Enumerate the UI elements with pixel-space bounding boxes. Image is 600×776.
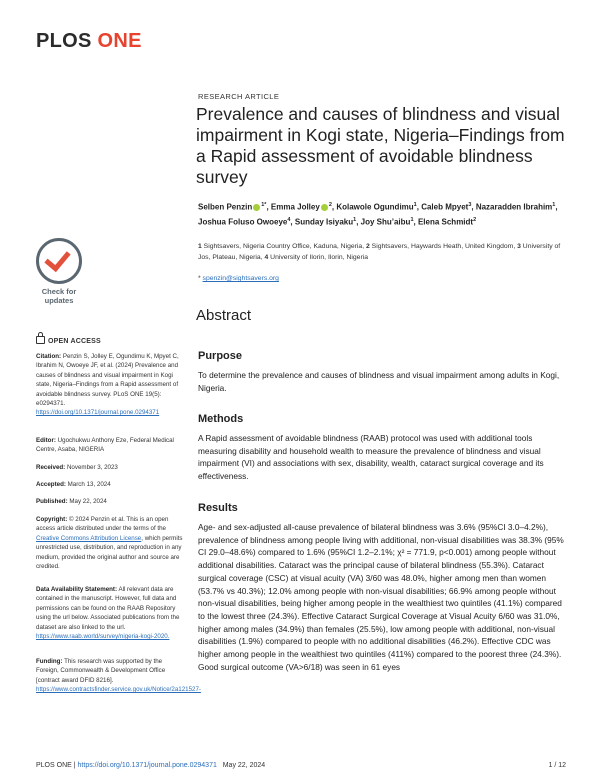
author-affiliation-marker: 1	[410, 216, 414, 223]
author-name[interactable]: Emma Jolley	[270, 202, 320, 212]
affiliation-text: University of Jos, Plateau, Nigeria,	[198, 243, 561, 261]
data-availability-block	[36, 585, 186, 641]
footer-separator: |	[73, 762, 76, 769]
logo-plos: PLOS	[36, 30, 92, 52]
citation-text: Penzin S, Jolley E, Ogundimu K, Mpyet C, Ibrahim N, Owoeye JF, et al. (2024) Prevalence and causes of blindness and visual impairment in Kogi state, Nigeria–Findings from a Rapid assessment of avoidable blindness survey. PLoS ONE 19(5): e0294371.	[36, 353, 179, 408]
results-paragraph	[198, 521, 566, 673]
author-affiliation-marker: 3	[468, 202, 472, 208]
published-text: May 22, 2024	[69, 498, 107, 505]
accepted-block	[36, 480, 186, 489]
license-link[interactable]: Creative Commons Attribution License	[36, 534, 142, 542]
citation-block	[36, 352, 186, 418]
affiliation-number: 1	[198, 243, 204, 250]
email-prefix: *	[198, 275, 201, 282]
author-name[interactable]: Selben Penzin	[198, 202, 253, 212]
orcid-icon[interactable]	[321, 204, 328, 211]
copyright-text-2: , which permits unrestricted use, distribution, and reproduction in any medium, provided the original author and source are credited.	[36, 534, 183, 571]
methods-paragraph	[198, 432, 566, 483]
open-access-text: OPEN ACCESS	[48, 338, 101, 345]
corresponding-email	[198, 275, 279, 282]
affiliation-number: 3	[517, 243, 523, 250]
funding-label: Funding:	[36, 658, 63, 665]
author-name[interactable]: Sunday Isiyaku	[294, 217, 354, 227]
author-affiliation-marker: 1	[552, 202, 556, 208]
editor-text: Ugochukwu Anthony Eze, Federal Medical Centre, Asaba, NIGERIA	[36, 437, 174, 454]
checkmark-icon	[36, 238, 82, 284]
data-availability-link[interactable]: https://www.raab.world/survey/nigeria-kogi-2020.	[36, 633, 170, 641]
funding-block	[36, 657, 201, 695]
results-heading: Results	[198, 502, 238, 514]
author-name[interactable]: Kolawole Ogundimu	[336, 202, 414, 212]
affiliation-text: Sightsavers, Haywards Heath, United Kingdom,	[371, 243, 518, 250]
author-affiliation-marker: 1*	[261, 202, 267, 208]
results-text: Age- and sex-adjusted all-cause prevalence of bilateral blindness was 3.6% (95%CI 3.0–4.2%), prevalence of blindness among people living with additional, non-visual disabilities was 38.3% (95% CI 29.0–48.6%) compared to 1.6% (95%CI 1.2–2.1%; χ² = 771.9, p<0.001) among people without additional disabilities. Cataract was the principal cause of bilateral blindness (55.3%). Cataract surgical coverage (CSC) at visual acuity (VA) 3/60 was 48.0%, higher among men than women (53.7% vs 40.3%); 12.0% among people with non-visual disabilities; 66.9% among people without non-visual disabilities, being higher among people in the wealthiest two quintiles (41.1%) compared to the lowest three (24.3%). Effective Cataract Surgical Coverage at Visual Acuity 6/60 was 31.0%, higher among males (34.9%) than females (25.5%), low among people with additional, non-visual disabilities (1.9%) compared to people with no additional disabilities (46.2%). Effective CDC was higher among people in the wealthiest two quintiles (411%) compared to the poorest three (24.3%). Good surgical outcome (VA>6/18) was seen in 61 eyes	[198, 522, 564, 672]
article-type: RESEARCH ARTICLE	[198, 92, 280, 101]
affiliation-number: 2	[366, 243, 372, 250]
citation-label: Citation:	[36, 353, 62, 360]
published-block	[36, 497, 186, 506]
open-lock-icon	[36, 336, 45, 344]
author-name[interactable]: Elena Schmidt	[417, 217, 474, 227]
article-title: Prevalence and causes of blindness and visual impairment in Kogi state, Nigeria–Findings from a Rapid assessment of avoidable blindness survey	[196, 104, 565, 187]
data-availability-text: All relevant data are contained in the manuscript. However, full data and permissions can be found on the RAAB Repository using the url below. Associated publications from the dataset are also linked to the url.	[36, 586, 180, 631]
author-name[interactable]: Nazaradden Ibrahim	[475, 202, 553, 212]
published-label: Published:	[36, 498, 68, 505]
check-updates-line1: Check for	[41, 287, 77, 296]
author-affiliation-marker: 2	[328, 202, 332, 208]
orcid-icon[interactable]	[253, 204, 260, 211]
page-footer	[36, 762, 566, 769]
editor-label: Editor:	[36, 437, 56, 444]
affiliations	[198, 241, 568, 263]
logo-one: ONE	[97, 30, 142, 52]
accepted-text: March 13, 2024	[67, 481, 111, 488]
open-access-label	[36, 335, 101, 345]
received-text: November 3, 2023	[66, 464, 118, 471]
author-name[interactable]: Caleb Mpyet	[421, 202, 469, 212]
footer-date: May 22, 2024	[222, 762, 266, 769]
copyright-block	[36, 515, 186, 571]
author-name[interactable]: Joy Shu’aibu	[360, 217, 411, 227]
author-name[interactable]: Joshua Foluso Owoeye	[198, 217, 288, 227]
purpose-text: To determine the prevalence and causes of blindness and visual impairment among adults in Kogi, Nigeria.	[198, 370, 560, 393]
author-affiliation-marker: 1	[353, 216, 357, 223]
methods-text: A Rapid assessment of avoidable blindness (RAAB) protocol was used with additional tools measuring disability and household wealth to measure the prevalence of blindness and visual impairment (VI) and associations with sex, disability, wealth, cataract surgical coverage and its effectiveness.	[198, 433, 544, 482]
journal-logo	[36, 30, 142, 53]
page-number: 1 / 12	[548, 762, 566, 769]
funding-link[interactable]: https://www.contractsfinder.service.gov.uk/Notice/2a121527-	[36, 686, 201, 694]
citation-doi-link[interactable]: https://doi.org/10.1371/journal.pone.0294371	[36, 409, 160, 417]
funding-text: This research was supported by the Foreign, Commonwealth & Development Office [contract award DFID 8216].	[36, 658, 166, 684]
copyright-label: Copyright:	[36, 516, 68, 523]
email-link[interactable]: spenzin@sightsavers.org	[202, 275, 279, 282]
affiliation-text: University of Ilorin, Ilorin, Nigeria	[270, 254, 369, 261]
author-affiliation-marker: 4	[287, 216, 291, 223]
author-affiliation-marker: 1	[413, 202, 417, 208]
footer-journal: PLOS ONE	[36, 762, 72, 769]
data-availability-label: Data Availability Statement:	[36, 586, 118, 593]
footer-doi-link[interactable]: https://doi.org/10.1371/journal.pone.0294371	[77, 762, 217, 769]
methods-heading: Methods	[198, 413, 244, 425]
received-label: Received:	[36, 464, 66, 471]
copyright-text-1: © 2024 Penzin et al. This is an open access article distributed under the terms of the	[36, 516, 169, 533]
abstract-heading: Abstract	[196, 307, 252, 324]
editor-block	[36, 436, 186, 455]
purpose-paragraph	[198, 369, 566, 394]
affiliation-number: 4	[264, 254, 271, 261]
check-for-updates-badge[interactable]	[36, 238, 82, 305]
author-list: Selben Penzin $^{1*}$, Emma Jolley $^2$, Kolawole Ogundimu$^1$, Caleb Mpyet$^3$, Nazaradden Ibrahim$^1$, Joshua Foluso Owoeye$^4$, Sunday Isiyaku$^1$, Joy Shu’aibu$^1$, Elena Schmidt$^2$	[198, 202, 558, 227]
accepted-label: Accepted:	[36, 481, 66, 488]
author-affiliation-marker: 2	[473, 216, 477, 223]
purpose-heading: Purpose	[198, 350, 243, 362]
check-updates-line2: updates	[44, 296, 74, 305]
affiliation-text: Sightsavers, Nigeria Country Office, Kaduna, Nigeria,	[203, 243, 366, 250]
received-block	[36, 463, 186, 472]
